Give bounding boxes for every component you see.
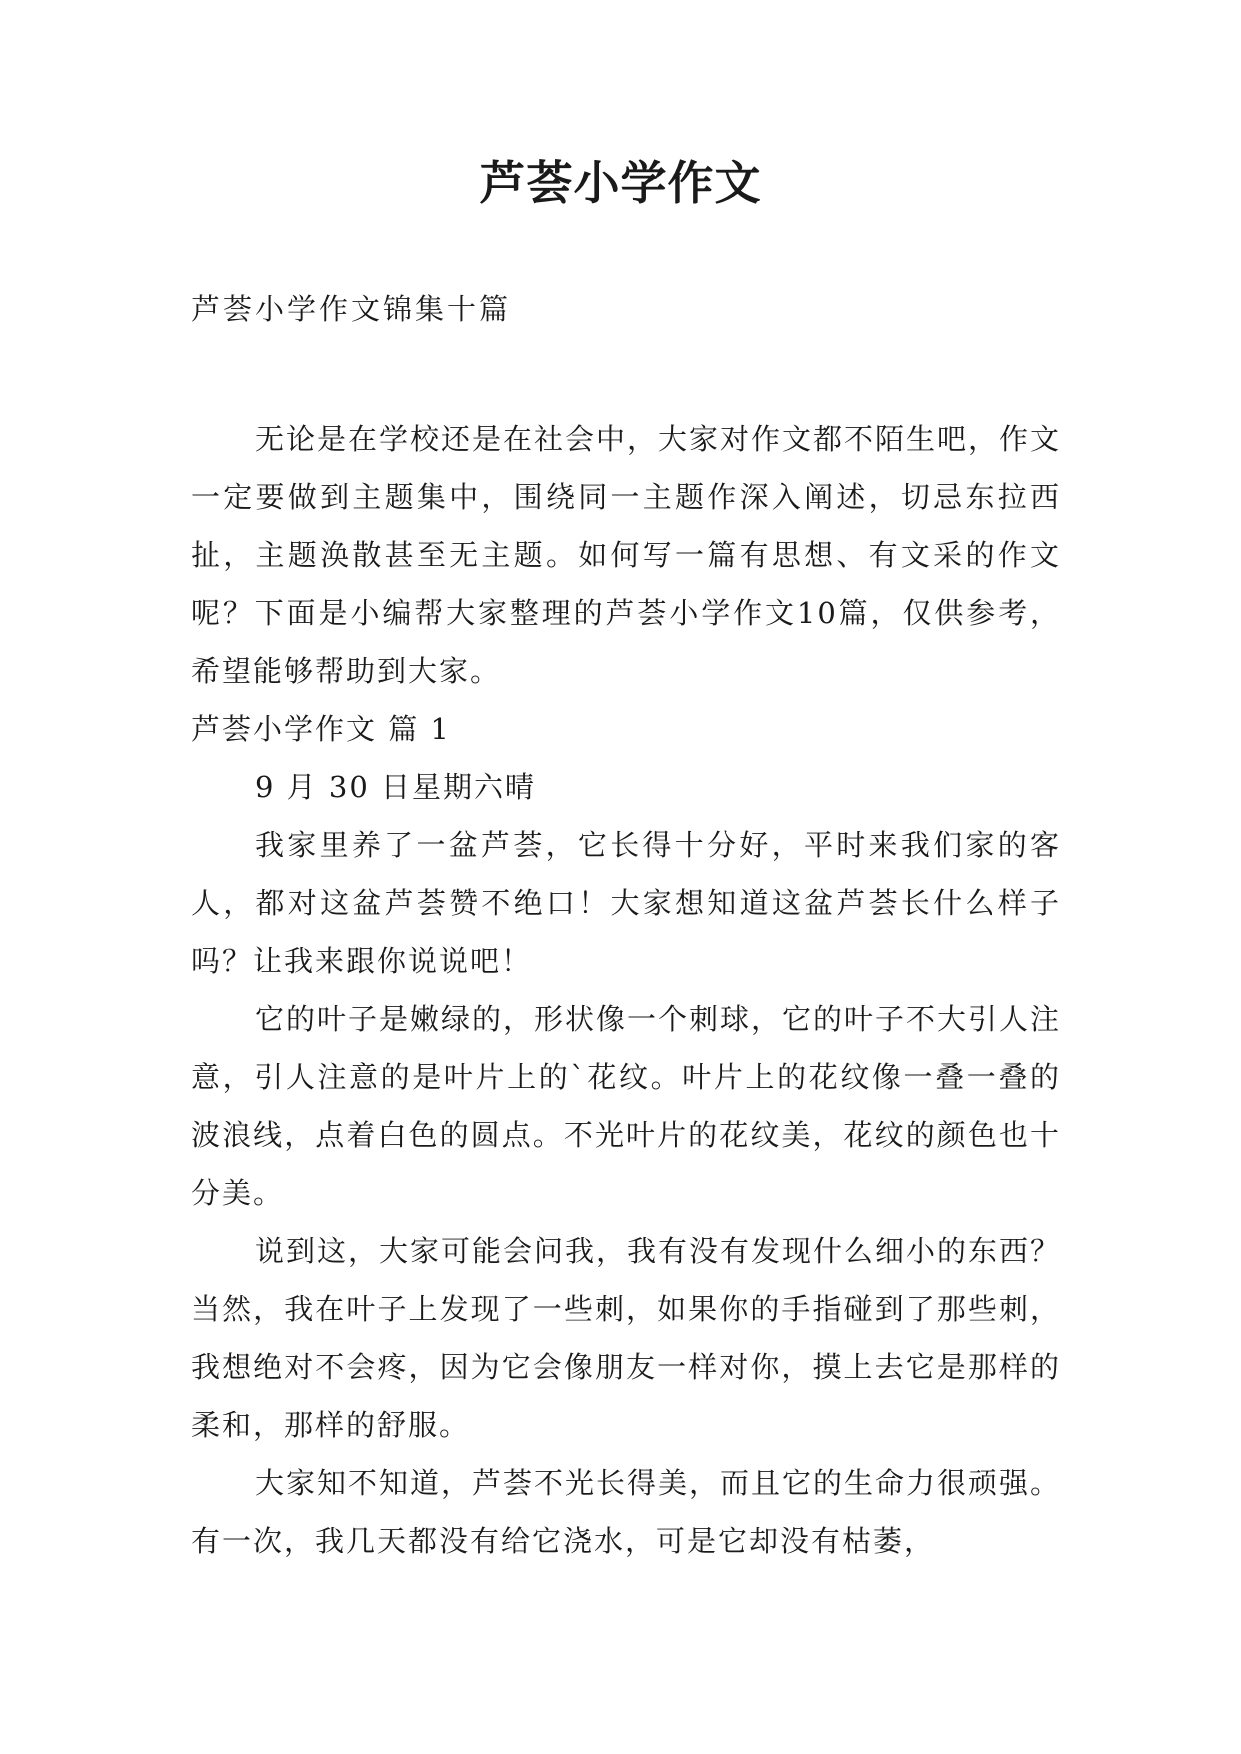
date-line: 9 月 30 日星期六晴	[255, 770, 537, 804]
document-subtitle: 芦荟小学作文锦集十篇	[191, 292, 512, 326]
body-paragraph-4: 大家知不知道，芦荟不光长得美，而且它的生命力很顽强。有一次，我几天都没有给它浇水，可是它却没有枯萎，	[191, 1466, 1062, 1558]
section-heading: 芦荟小学作文 篇 1	[191, 712, 451, 746]
body-paragraph-1: 我家里养了一盆芦荟，它长得十分好，平时来我们家的客人，都对这盆芦荟赞不绝口！大家想知道这盆芦荟长什么样子吗？让我来跟你说说吧！	[191, 828, 1061, 978]
document-body	[191, 410, 1061, 1570]
intro-paragraph: 无论是在学校还是在社会中，大家对作文都不陌生吧，作文一定要做到主题集中，围绕同一主题作深入阐述，切忌东拉西扯，主题涣散甚至无主题。如何写一篇有思想、有文采的作文呢？下面是小编帮大家整理的芦荟小学作文10篇，仅供参考，希望能够帮助到大家。	[191, 422, 1062, 688]
body-paragraph-2: 它的叶子是嫩绿的，形状像一个刺球，它的叶子不大引人注意，引人注意的是叶片上的`花纹。叶片上的花纹像一叠一叠的波浪线，点着白色的圆点。不光叶片的花纹美，花纹的颜色也十分美。	[191, 1002, 1062, 1210]
page-title: 芦荟小学作文	[479, 156, 762, 210]
body-paragraph-3: 说到这，大家可能会问我，我有没有发现什么细小的东西？当然，我在叶子上发现了一些刺，如果你的手指碰到了那些刺，我想绝对不会疼，因为它会像朋友一样对你，摸上去它是那样的柔和，那样的舒服。	[191, 1234, 1062, 1442]
